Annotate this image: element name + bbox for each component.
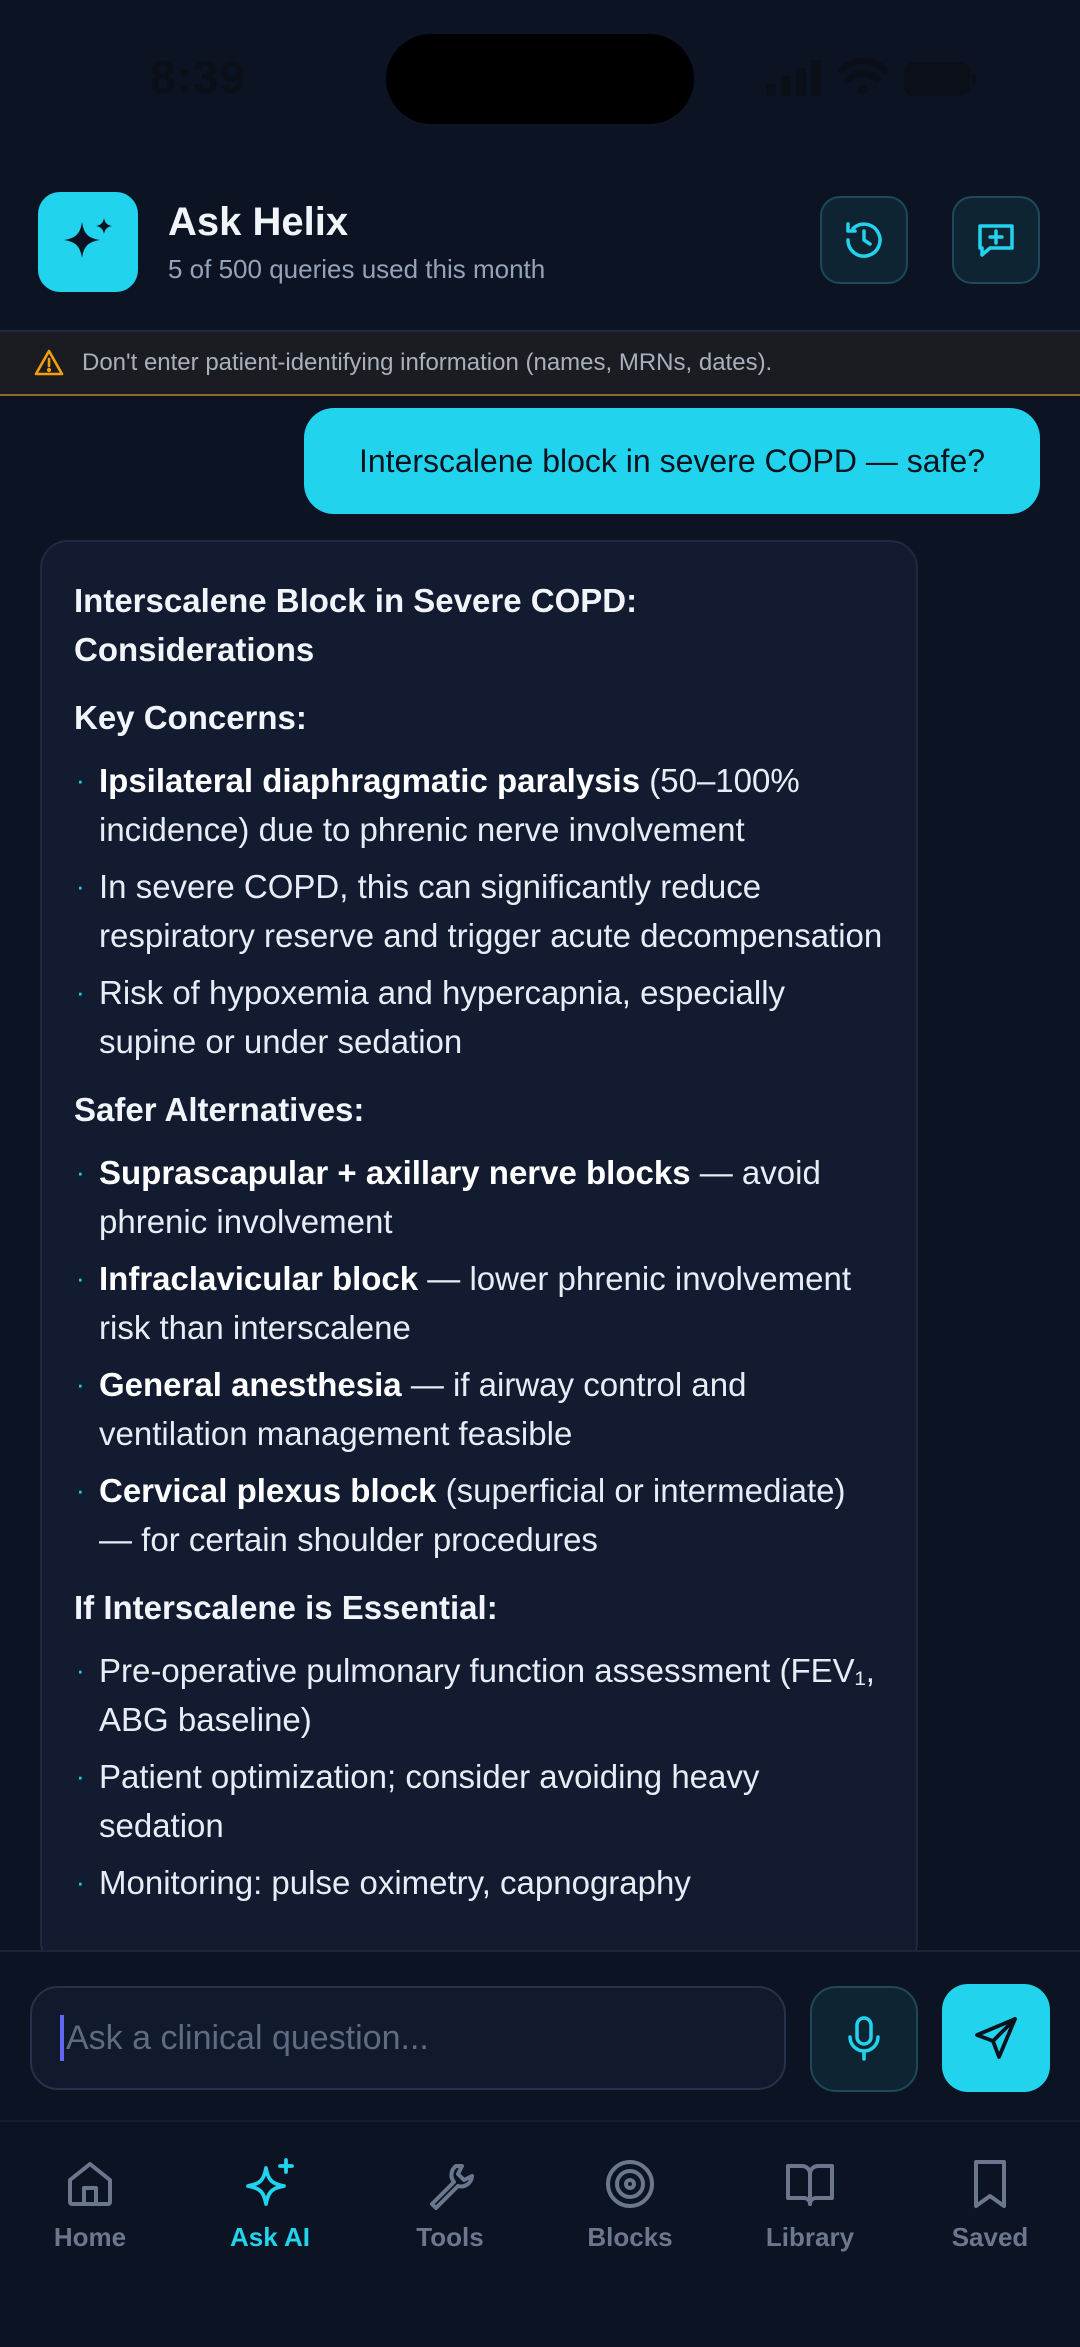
nav-home[interactable]	[0, 2158, 180, 2268]
sparkles-logo-icon	[58, 212, 118, 272]
nav-blocks[interactable]	[540, 2158, 720, 2268]
dynamic-island	[386, 34, 694, 124]
section-heading: If Interscalene is Essential:	[74, 1589, 498, 1626]
nav-saved[interactable]	[900, 2158, 1080, 2268]
privacy-warning-banner	[0, 330, 1080, 396]
message-composer	[0, 1950, 1080, 2120]
list-item: · Monitoring: pulse oximetry, capnography	[76, 1864, 691, 1901]
list-item: · In severe COPD, this can significantly reduce respiratory reserve and trigger acute decompensation	[76, 868, 883, 954]
nav-label: Saved	[951, 2222, 1029, 2252]
user-message-bubble: Interscalene block in severe COPD — safe?	[304, 408, 1040, 514]
sparkles-icon	[244, 2158, 296, 2210]
new-chat-icon	[974, 218, 1018, 262]
section-heading: Safer Alternatives:	[74, 1091, 365, 1128]
nav-label: Library	[765, 2222, 855, 2252]
question-input[interactable]	[30, 1986, 786, 2090]
nav-library[interactable]	[720, 2158, 900, 2268]
wifi-icon	[838, 56, 888, 96]
warning-icon	[34, 349, 64, 377]
bookmark-icon	[964, 2158, 1016, 2210]
list-item: · Patient optimization; consider avoiding heavy sedation	[76, 1758, 760, 1844]
nav-label: Ask AI	[230, 2222, 310, 2252]
nav-ask-ai[interactable]	[180, 2158, 360, 2268]
target-icon	[604, 2158, 656, 2210]
app-logo	[38, 192, 138, 292]
app-header	[0, 160, 1080, 330]
nav-tools[interactable]	[360, 2158, 540, 2268]
send-button[interactable]	[942, 1984, 1050, 2092]
list-item: · Cervical plexus block (superficial or intermediate) — for certain shoulder procedures	[76, 1472, 846, 1558]
home-icon	[64, 2158, 116, 2210]
query-usage-text: 5 of 500 queries used this month	[168, 254, 546, 284]
wrench-icon	[424, 2158, 476, 2210]
list-item: · Suprascapular + axillary nerve blocks — avoid phrenic involvement	[76, 1154, 821, 1240]
list-item: · Infraclavicular block — lower phrenic involvement risk than interscalene	[76, 1260, 851, 1346]
text-caret	[60, 2015, 64, 2061]
list-item: · Risk of hypoxemia and hypercapnia, especially supine or under sedation	[76, 974, 786, 1060]
battery-icon	[904, 62, 978, 96]
app-title: Ask Helix	[168, 200, 349, 244]
list-item: · General anesthesia — if airway control and ventilation management feasible	[76, 1366, 747, 1452]
nav-label: Blocks	[587, 2222, 673, 2252]
status-bar	[0, 0, 1080, 160]
list-item: · Ipsilateral diaphragmatic paralysis (50–100% incidence) due to phrenic nerve involvement	[76, 762, 800, 848]
status-time: 8:39	[150, 51, 247, 103]
ai-response-card	[40, 540, 918, 1970]
history-button[interactable]	[820, 196, 908, 284]
voice-input-button[interactable]	[810, 1986, 918, 2092]
nav-label: Home	[53, 2222, 127, 2252]
section-heading: Key Concerns:	[74, 699, 307, 736]
cellular-signal-icon	[766, 60, 822, 96]
send-icon	[972, 2014, 1020, 2062]
microphone-icon	[844, 2015, 884, 2063]
nav-label: Tools	[416, 2222, 484, 2252]
response-title: Interscalene Block in Severe COPD: Considerations	[74, 582, 638, 668]
new-chat-button[interactable]	[952, 196, 1040, 284]
essential-steps-list	[74, 1646, 884, 1907]
bottom-navigation	[0, 2120, 1080, 2347]
safer-alternatives-list	[74, 1148, 884, 1564]
list-item: · Pre-operative pulmonary function assessment (FEV₁, ABG baseline)	[76, 1652, 875, 1738]
book-icon	[784, 2158, 836, 2210]
question-input-placeholder: Ask a clinical question...	[66, 2018, 429, 2057]
privacy-warning-text: Don't enter patient-identifying information (names, MRNs, dates).	[82, 349, 773, 376]
history-icon	[842, 218, 886, 262]
key-concerns-list	[74, 756, 884, 1066]
